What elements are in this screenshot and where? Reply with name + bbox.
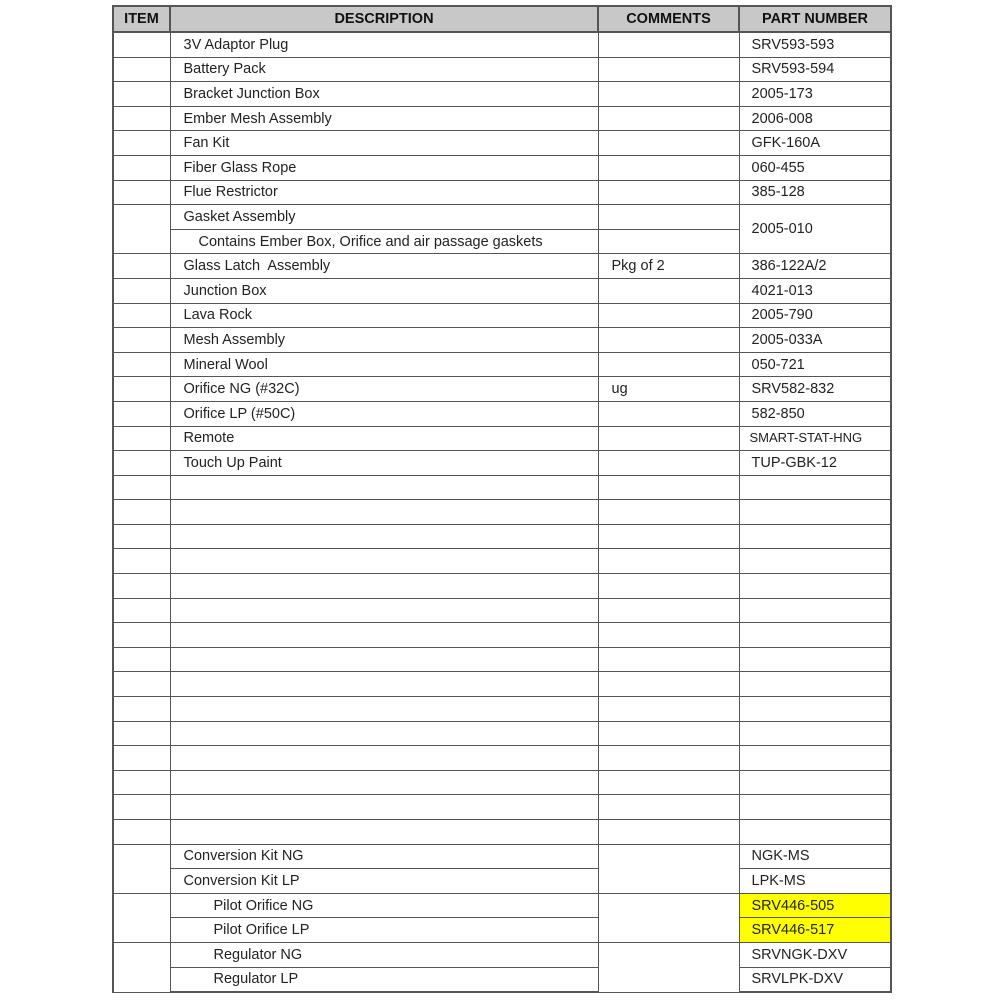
empty-row xyxy=(113,647,891,672)
description-cell: 3V Adaptor Plug xyxy=(170,32,598,57)
empty-cell xyxy=(113,549,170,574)
part-number-cell: 2005-010 xyxy=(739,205,891,254)
description-cell: Mesh Assembly xyxy=(170,328,598,353)
part-number-cell: SRV582-832 xyxy=(739,377,891,402)
item-cell xyxy=(113,303,170,328)
description-cell: Conversion Kit NG xyxy=(170,844,598,869)
empty-cell xyxy=(598,500,739,525)
empty-cell xyxy=(598,623,739,648)
empty-cell xyxy=(170,697,598,722)
table-row xyxy=(113,180,891,205)
empty-row xyxy=(113,746,891,771)
comments-cell xyxy=(598,426,739,451)
header-part-number: PART NUMBER xyxy=(739,6,891,32)
empty-cell xyxy=(113,795,170,820)
part-number-cell: GFK-160A xyxy=(739,131,891,156)
item-cell xyxy=(113,82,170,107)
empty-cell xyxy=(170,721,598,746)
empty-cell xyxy=(170,623,598,648)
empty-cell xyxy=(113,623,170,648)
comments-cell: ug xyxy=(598,377,739,402)
description-cell: Mineral Wool xyxy=(170,352,598,377)
description-cell: Junction Box xyxy=(170,278,598,303)
empty-cell xyxy=(739,574,891,599)
item-cell xyxy=(113,205,170,254)
comments-cell xyxy=(598,32,739,57)
item-cell xyxy=(113,180,170,205)
empty-cell xyxy=(739,770,891,795)
description-cell: Fan Kit xyxy=(170,131,598,156)
empty-cell xyxy=(739,598,891,623)
empty-cell xyxy=(598,770,739,795)
part-number-cell: SMART-STAT-HNG xyxy=(739,426,891,451)
comments-cell xyxy=(598,106,739,131)
empty-cell xyxy=(170,500,598,525)
part-number-cell: 385-128 xyxy=(739,180,891,205)
empty-row xyxy=(113,598,891,623)
item-cell xyxy=(113,844,170,893)
empty-cell xyxy=(598,549,739,574)
table-row xyxy=(113,869,891,894)
description-cell: Regulator NG xyxy=(170,942,598,967)
table-row xyxy=(113,131,891,156)
part-number-cell-highlighted: SRV446-517 xyxy=(739,918,891,943)
item-cell xyxy=(113,131,170,156)
part-number-cell: SRV593-593 xyxy=(739,32,891,57)
empty-cell xyxy=(113,770,170,795)
empty-cell xyxy=(113,672,170,697)
empty-row xyxy=(113,697,891,722)
table-row xyxy=(113,205,891,230)
empty-cell xyxy=(113,820,170,845)
item-cell xyxy=(113,57,170,82)
item-cell xyxy=(113,942,170,992)
comments-cell xyxy=(598,278,739,303)
part-number-cell: 2005-173 xyxy=(739,82,891,107)
description-cell: Touch Up Paint xyxy=(170,451,598,476)
description-cell: Flue Restrictor xyxy=(170,180,598,205)
empty-cell xyxy=(739,672,891,697)
empty-row xyxy=(113,574,891,599)
empty-row xyxy=(113,672,891,697)
description-cell: Fiber Glass Rope xyxy=(170,155,598,180)
table-row xyxy=(113,32,891,57)
sub-description-cell: Contains Ember Box, Orifice and air passage gaskets xyxy=(170,229,598,254)
comments-cell xyxy=(598,155,739,180)
description-cell: Regulator LP xyxy=(170,967,598,992)
empty-cell xyxy=(598,697,739,722)
comments-cell xyxy=(598,57,739,82)
item-cell xyxy=(113,426,170,451)
table-row xyxy=(113,967,891,992)
item-cell xyxy=(113,254,170,279)
item-cell xyxy=(113,328,170,353)
part-number-cell: 2005-033A xyxy=(739,328,891,353)
header-description: DESCRIPTION xyxy=(170,6,598,32)
part-number-cell: SRV593-594 xyxy=(739,57,891,82)
item-cell xyxy=(113,893,170,942)
empty-row xyxy=(113,770,891,795)
empty-cell xyxy=(170,770,598,795)
empty-cell xyxy=(170,746,598,771)
comments-cell xyxy=(598,180,739,205)
comments-cell xyxy=(598,352,739,377)
empty-cell xyxy=(113,647,170,672)
empty-cell xyxy=(113,697,170,722)
empty-cell xyxy=(598,672,739,697)
table-row xyxy=(113,844,891,869)
comments-cell: Pkg of 2 xyxy=(598,254,739,279)
part-number-cell: 2005-790 xyxy=(739,303,891,328)
description-cell: Bracket Junction Box xyxy=(170,82,598,107)
empty-cell xyxy=(739,524,891,549)
table-row xyxy=(113,278,891,303)
empty-cell xyxy=(598,820,739,845)
empty-cell xyxy=(739,623,891,648)
empty-cell xyxy=(170,672,598,697)
part-number-cell: 2006-008 xyxy=(739,106,891,131)
item-cell xyxy=(113,377,170,402)
parts-table xyxy=(112,5,892,993)
table-row xyxy=(113,57,891,82)
empty-cell xyxy=(113,598,170,623)
table-row xyxy=(113,82,891,107)
empty-cell xyxy=(113,524,170,549)
empty-cell xyxy=(598,524,739,549)
item-cell xyxy=(113,352,170,377)
description-cell: Remote xyxy=(170,426,598,451)
comments-cell xyxy=(598,229,739,254)
empty-cell xyxy=(739,721,891,746)
comments-cell xyxy=(598,303,739,328)
empty-cell xyxy=(113,746,170,771)
part-number-cell: 582-850 xyxy=(739,401,891,426)
parts-table-body xyxy=(113,32,891,475)
empty-cell xyxy=(113,500,170,525)
description-cell: Pilot Orifice NG xyxy=(170,893,598,918)
item-cell xyxy=(113,401,170,426)
table-row xyxy=(113,303,891,328)
table-row xyxy=(113,254,891,279)
empty-cell xyxy=(170,647,598,672)
empty-cell xyxy=(170,795,598,820)
empty-row xyxy=(113,623,891,648)
part-number-cell: 060-455 xyxy=(739,155,891,180)
table-row xyxy=(113,106,891,131)
empty-rows xyxy=(113,475,891,844)
table-row xyxy=(113,401,891,426)
empty-cell xyxy=(170,475,598,500)
part-number-cell: 386-122A/2 xyxy=(739,254,891,279)
empty-row xyxy=(113,500,891,525)
table-row xyxy=(113,352,891,377)
part-number-cell: SRVLPK-DXV xyxy=(739,967,891,992)
empty-cell xyxy=(598,475,739,500)
part-number-cell: SRVNGK-DXV xyxy=(739,942,891,967)
comments-cell xyxy=(598,328,739,353)
empty-cell xyxy=(170,524,598,549)
item-cell xyxy=(113,32,170,57)
description-cell: Glass Latch Assembly xyxy=(170,254,598,279)
empty-row xyxy=(113,795,891,820)
empty-cell xyxy=(739,500,891,525)
part-number-cell: NGK-MS xyxy=(739,844,891,869)
empty-cell xyxy=(598,795,739,820)
empty-cell xyxy=(739,820,891,845)
parts-list-sheet xyxy=(112,5,890,993)
empty-row xyxy=(113,721,891,746)
part-number-cell: TUP-GBK-12 xyxy=(739,451,891,476)
empty-cell xyxy=(113,721,170,746)
description-cell: Lava Rock xyxy=(170,303,598,328)
empty-cell xyxy=(598,647,739,672)
table-row xyxy=(113,328,891,353)
header-item: ITEM xyxy=(113,6,170,32)
empty-cell xyxy=(598,598,739,623)
header-row xyxy=(113,6,891,32)
table-row xyxy=(113,426,891,451)
empty-row xyxy=(113,475,891,500)
description-cell: Conversion Kit LP xyxy=(170,869,598,894)
description-cell: Battery Pack xyxy=(170,57,598,82)
table-row xyxy=(113,451,891,476)
comments-cell xyxy=(598,401,739,426)
item-cell xyxy=(113,278,170,303)
empty-cell xyxy=(739,697,891,722)
table-row xyxy=(113,893,891,918)
empty-cell xyxy=(113,574,170,599)
empty-cell xyxy=(170,574,598,599)
part-number-cell: 4021-013 xyxy=(739,278,891,303)
description-cell: Orifice NG (#32C) xyxy=(170,377,598,402)
empty-cell xyxy=(598,746,739,771)
item-cell xyxy=(113,155,170,180)
comments-cell xyxy=(598,82,739,107)
item-cell xyxy=(113,106,170,131)
comments-cell xyxy=(598,893,739,942)
empty-cell xyxy=(170,549,598,574)
item-cell xyxy=(113,451,170,476)
part-number-cell: 050-721 xyxy=(739,352,891,377)
empty-cell xyxy=(598,721,739,746)
empty-cell xyxy=(739,795,891,820)
empty-cell xyxy=(170,820,598,845)
comments-cell xyxy=(598,131,739,156)
comments-cell xyxy=(598,451,739,476)
table-row xyxy=(113,942,891,967)
comments-cell xyxy=(598,942,739,992)
part-number-cell: LPK-MS xyxy=(739,869,891,894)
comments-cell xyxy=(598,844,739,893)
description-cell: Gasket Assembly xyxy=(170,205,598,230)
comments-cell xyxy=(598,205,739,230)
table-row xyxy=(113,918,891,943)
table-row xyxy=(113,377,891,402)
empty-cell xyxy=(113,475,170,500)
conversion-rows xyxy=(113,844,891,992)
empty-cell xyxy=(170,598,598,623)
empty-cell xyxy=(598,574,739,599)
description-cell: Orifice LP (#50C) xyxy=(170,401,598,426)
description-cell: Pilot Orifice LP xyxy=(170,918,598,943)
part-number-cell-highlighted: SRV446-505 xyxy=(739,893,891,918)
empty-row xyxy=(113,524,891,549)
table-row xyxy=(113,155,891,180)
empty-cell xyxy=(739,549,891,574)
empty-cell xyxy=(739,475,891,500)
empty-cell xyxy=(739,647,891,672)
description-cell: Ember Mesh Assembly xyxy=(170,106,598,131)
empty-row xyxy=(113,549,891,574)
header-comments: COMMENTS xyxy=(598,6,739,32)
empty-row xyxy=(113,820,891,845)
empty-cell xyxy=(739,746,891,771)
